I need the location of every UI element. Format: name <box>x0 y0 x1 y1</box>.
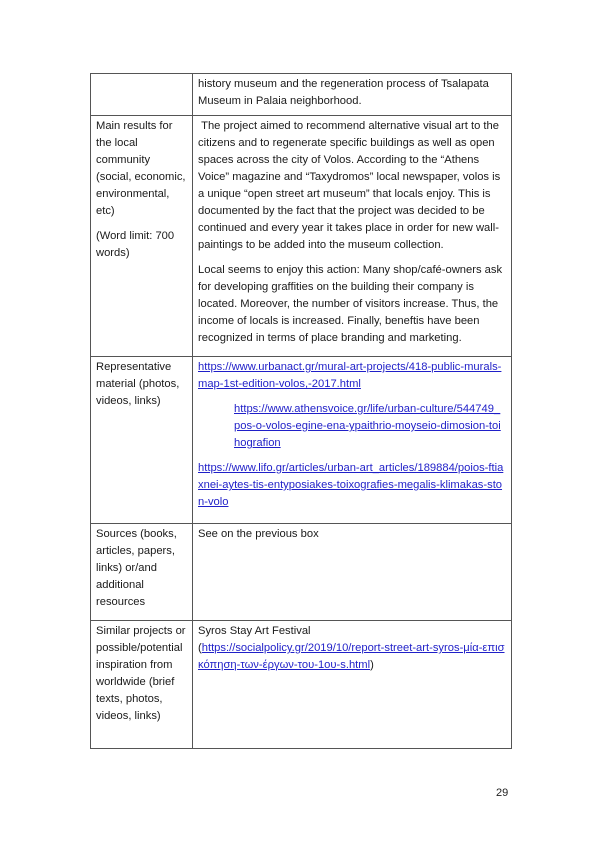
table-row <box>91 621 512 749</box>
page-number: 29 <box>496 787 509 799</box>
row-label: Similar projects or possible/potential inspiration from worldwide (brief texts, photos, videos, links) <box>91 621 193 749</box>
row-content <box>193 621 512 749</box>
paren-open: ( <box>198 642 202 654</box>
row-label <box>91 116 193 357</box>
row-content <box>193 74 512 116</box>
table-row <box>91 74 512 116</box>
lifo-link[interactable]: https://www.lifo.gr/articles/urban-art_articles/189884/poios-ftiaxnei-aytes-tis-entyposiakes-toixografies-megalis-klimakas-ston-volo <box>198 462 504 508</box>
row-content <box>193 116 512 357</box>
word-limit-note: (Word limit: 700 words) <box>96 230 175 259</box>
paren-close: ) <box>370 659 374 671</box>
project-title: Syros Stay Art Festival <box>198 625 311 637</box>
label-text: Main results for the local community (social, economic, environmental, etc) <box>96 120 186 217</box>
row-content <box>193 357 512 524</box>
row-label <box>91 74 193 116</box>
socialpolicy-link[interactable]: https://socialpolicy.gr/2019/10/report-street-art-syros-μία-επισκόπηση-των-έργων-του-1ου-s.html <box>198 642 505 671</box>
table-row <box>91 116 512 357</box>
paragraph: Local seems to enjoy this action: Many shop/café-owners ask for developing graffities on the building their company is located. Moreover, the number of visitors increase. Thus, the income of locals is increased. Finally, beneftis have been recognized in terms of place branding and marketing. <box>198 264 503 344</box>
paragraph: The project aimed to recommend alternative visual art to the citizens and to regenerate specific buildings as well as open spaces across the city of Volos. According to the “Athens Voice” magazine and “Taxydromos” local newspaper, volos is a unique “open street art museum” that locals enjoy. This is documented by the fact that the project was decided to be continued and every year it takes place in order for new wall-paintings to be added into the museum collection. <box>198 120 504 251</box>
project-info-table <box>90 73 512 749</box>
row-content <box>193 524 512 621</box>
paragraph: history museum and the regeneration process of Tsalapata Museum in Palaia neighborhood. <box>198 78 489 107</box>
table-row <box>91 524 512 621</box>
urbanact-link[interactable]: https://www.urbanact.gr/mural-art-projects/418-public-murals-map-1st-edition-volos,-2017.html <box>198 361 502 390</box>
row-label: Representative material (photos, videos, links) <box>91 357 193 524</box>
row-label: Sources (books, articles, papers, links) or/and additional resources <box>91 524 193 621</box>
athensvoice-link[interactable]: https://www.athensvoice.gr/life/urban-culture/544749_pos-o-volos-egine-ena-ypaithrio-moyseio-dimosion-toihografion <box>234 403 501 449</box>
paragraph: See on the previous box <box>198 528 319 540</box>
table-row <box>91 357 512 524</box>
